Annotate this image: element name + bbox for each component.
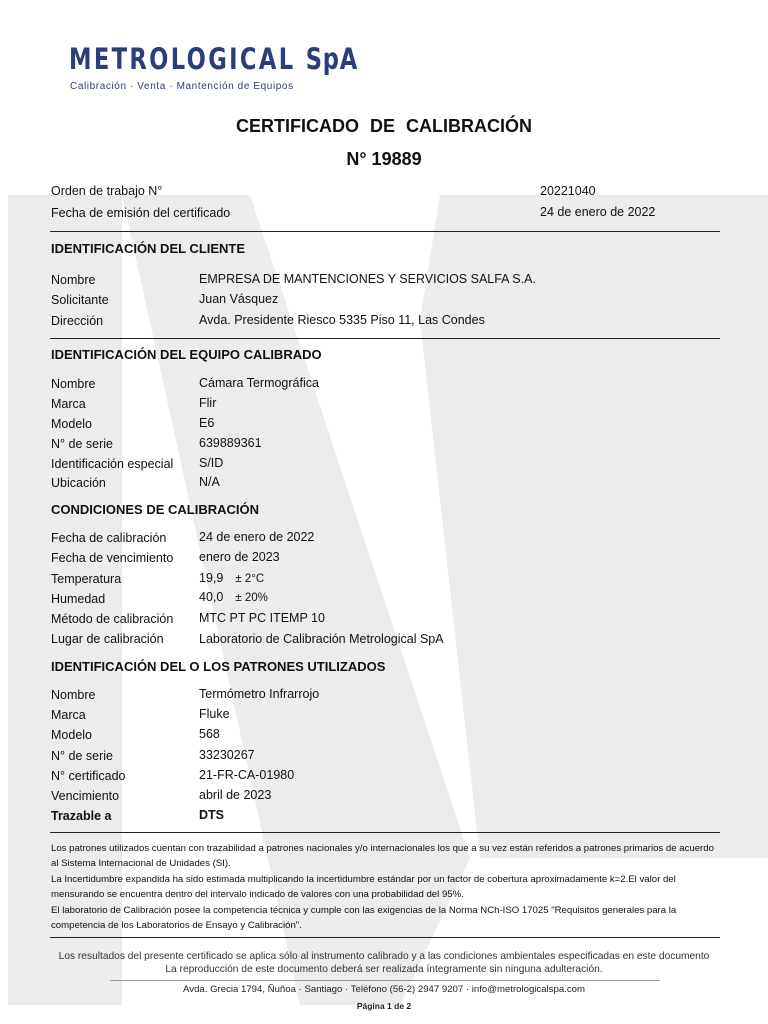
standard-brand-value: Fluke xyxy=(199,707,230,721)
divider xyxy=(50,832,720,833)
equipment-model-label: Modelo xyxy=(51,417,92,431)
note-competence: El laboratorio de Calibración posee la competencia técnica y cumple con las exigencias de la Norma NCh-ISO 17025 "Requisitos generales para la competencia de los Laboratorios de Ensayo y Calibración". xyxy=(51,904,677,932)
conditions-section-heading: CONDICIONES DE CALIBRACIÓN xyxy=(51,502,260,517)
humidity-tolerance: ± 20% xyxy=(235,592,268,604)
temperature-value xyxy=(199,571,264,585)
calibration-place-label: Lugar de calibración xyxy=(51,632,164,646)
standard-expiry-label: Vencimiento xyxy=(51,789,120,803)
equipment-brand-value: Flir xyxy=(199,396,217,410)
equipment-section-heading: IDENTIFICACIÓN DEL EQUIPO CALIBRADO xyxy=(51,347,322,362)
note-uncertainty: La Incertidumbre expandida ha sido estimada multiplicando la incertidumbre estándar por un factor de cobertura aproximadamente k=2.El valor del mensurando se encuentra dentro del intervalo indicado de valores con una probabilidad del 95%. xyxy=(51,873,676,901)
temperature-reading: 19,9 xyxy=(199,571,224,585)
equipment-location-label: Ubicación xyxy=(51,476,106,490)
client-name-label: Nombre xyxy=(51,273,96,287)
standard-name-value: Termómetro Infrarrojo xyxy=(199,687,320,701)
notes-block xyxy=(51,841,723,933)
footer-address: Avda. Grecia 1794, Ñuñoa · Santiago · Teléfono (56-2) 2947 9207 · info@metrologicalspa.com xyxy=(183,984,585,995)
standard-model-label: Modelo xyxy=(51,728,92,742)
standards-section-heading: IDENTIFICACIÓN DEL O LOS PATRONES UTILIZADOS xyxy=(51,659,386,674)
issue-date-value: 24 de enero de 2022 xyxy=(540,205,656,219)
equipment-serial-label: N° de serie xyxy=(51,437,113,451)
standard-traceable-value: DTS xyxy=(199,808,224,822)
divider xyxy=(50,937,720,938)
equipment-name-value: Cámara Termográfica xyxy=(199,376,319,390)
note-traceability: Los patrones utilizados cuentan con trazabilidad a patrones nacionales y/o internacionales los que a su vez están referidos a patrones primarios de acuerdo al Sistema Internacional de Unidades (SI). xyxy=(51,843,714,870)
client-address-value: Avda. Presidente Riesco 5335 Piso 11, Las Condes xyxy=(199,313,485,327)
footer-disclaimer-2: La reproducción de este documento deberá ser realizada íntegramente sin ninguna adulteración. xyxy=(165,964,603,975)
calibration-date-value: 24 de enero de 2022 xyxy=(199,530,315,544)
client-requester-label: Solicitante xyxy=(51,293,109,307)
certificate-number: N° 19889 xyxy=(346,149,422,169)
client-name-value: EMPRESA DE MANTENCIONES Y SERVICIOS SALFA S.A. xyxy=(199,272,536,286)
company-logo xyxy=(69,42,358,76)
certificate-title: CERTIFICADO DE CALIBRACIÓN xyxy=(236,116,532,136)
standard-traceable-label: Trazable a xyxy=(51,809,112,823)
standard-name-label: Nombre xyxy=(51,688,96,702)
calibration-place-value: Laboratorio de Calibración Metrological SpA xyxy=(199,632,444,646)
standard-serial-value: 33230267 xyxy=(199,748,255,762)
client-section-heading: IDENTIFICACIÓN DEL CLIENTE xyxy=(51,241,246,256)
standard-certificate-label: N° certificado xyxy=(51,769,126,783)
work-order-label: Orden de trabajo N° xyxy=(51,184,163,198)
company-name: METROLOGICAL xyxy=(69,42,296,76)
company-suffix: SpA xyxy=(305,42,359,76)
issue-date-label: Fecha de emisión del certificado xyxy=(51,206,231,220)
equipment-serial-value: 639889361 xyxy=(199,436,262,450)
page-number: Página 1 de 2 xyxy=(356,1001,412,1011)
equipment-special-id-label: Identificación especial xyxy=(51,457,174,471)
footer-divider xyxy=(110,980,660,981)
standard-certificate-value: 21-FR-CA-01980 xyxy=(199,768,295,782)
divider xyxy=(50,338,720,339)
divider xyxy=(50,231,720,232)
equipment-name-label: Nombre xyxy=(51,377,96,391)
humidity-reading: 40,0 xyxy=(199,590,224,604)
standard-model-value: 568 xyxy=(199,727,220,741)
client-address-label: Dirección xyxy=(51,314,104,328)
temperature-tolerance: ± 2°C xyxy=(235,573,265,585)
footer-disclaimer-1: Los resultados del presente certificado se aplica sólo al instrumento calibrado y a las condiciones ambientales especificadas en este documento xyxy=(58,951,710,962)
equipment-brand-label: Marca xyxy=(51,397,86,411)
calibration-method-label: Método de calibración xyxy=(51,612,174,626)
temperature-label: Temperatura xyxy=(51,572,122,586)
equipment-model-value: E6 xyxy=(199,416,215,430)
equipment-special-id-value: S/ID xyxy=(199,456,224,470)
client-requester-value: Juan Vásquez xyxy=(199,292,279,306)
standard-serial-label: N° de serie xyxy=(51,749,113,763)
standard-expiry-value: abril de 2023 xyxy=(199,788,272,802)
work-order-value: 20221040 xyxy=(540,184,596,198)
equipment-location-value: N/A xyxy=(199,475,220,489)
humidity-label: Humedad xyxy=(51,592,106,606)
standard-brand-label: Marca xyxy=(51,708,86,722)
calibration-date-label: Fecha de calibración xyxy=(51,531,167,545)
expiry-date-label: Fecha de vencimiento xyxy=(51,551,174,565)
humidity-value xyxy=(199,590,268,604)
expiry-date-value: enero de 2023 xyxy=(199,550,280,564)
company-tagline: Calibración · Venta · Mantención de Equipos xyxy=(70,81,294,92)
calibration-method-value: MTC PT PC ITEMP 10 xyxy=(199,611,325,625)
